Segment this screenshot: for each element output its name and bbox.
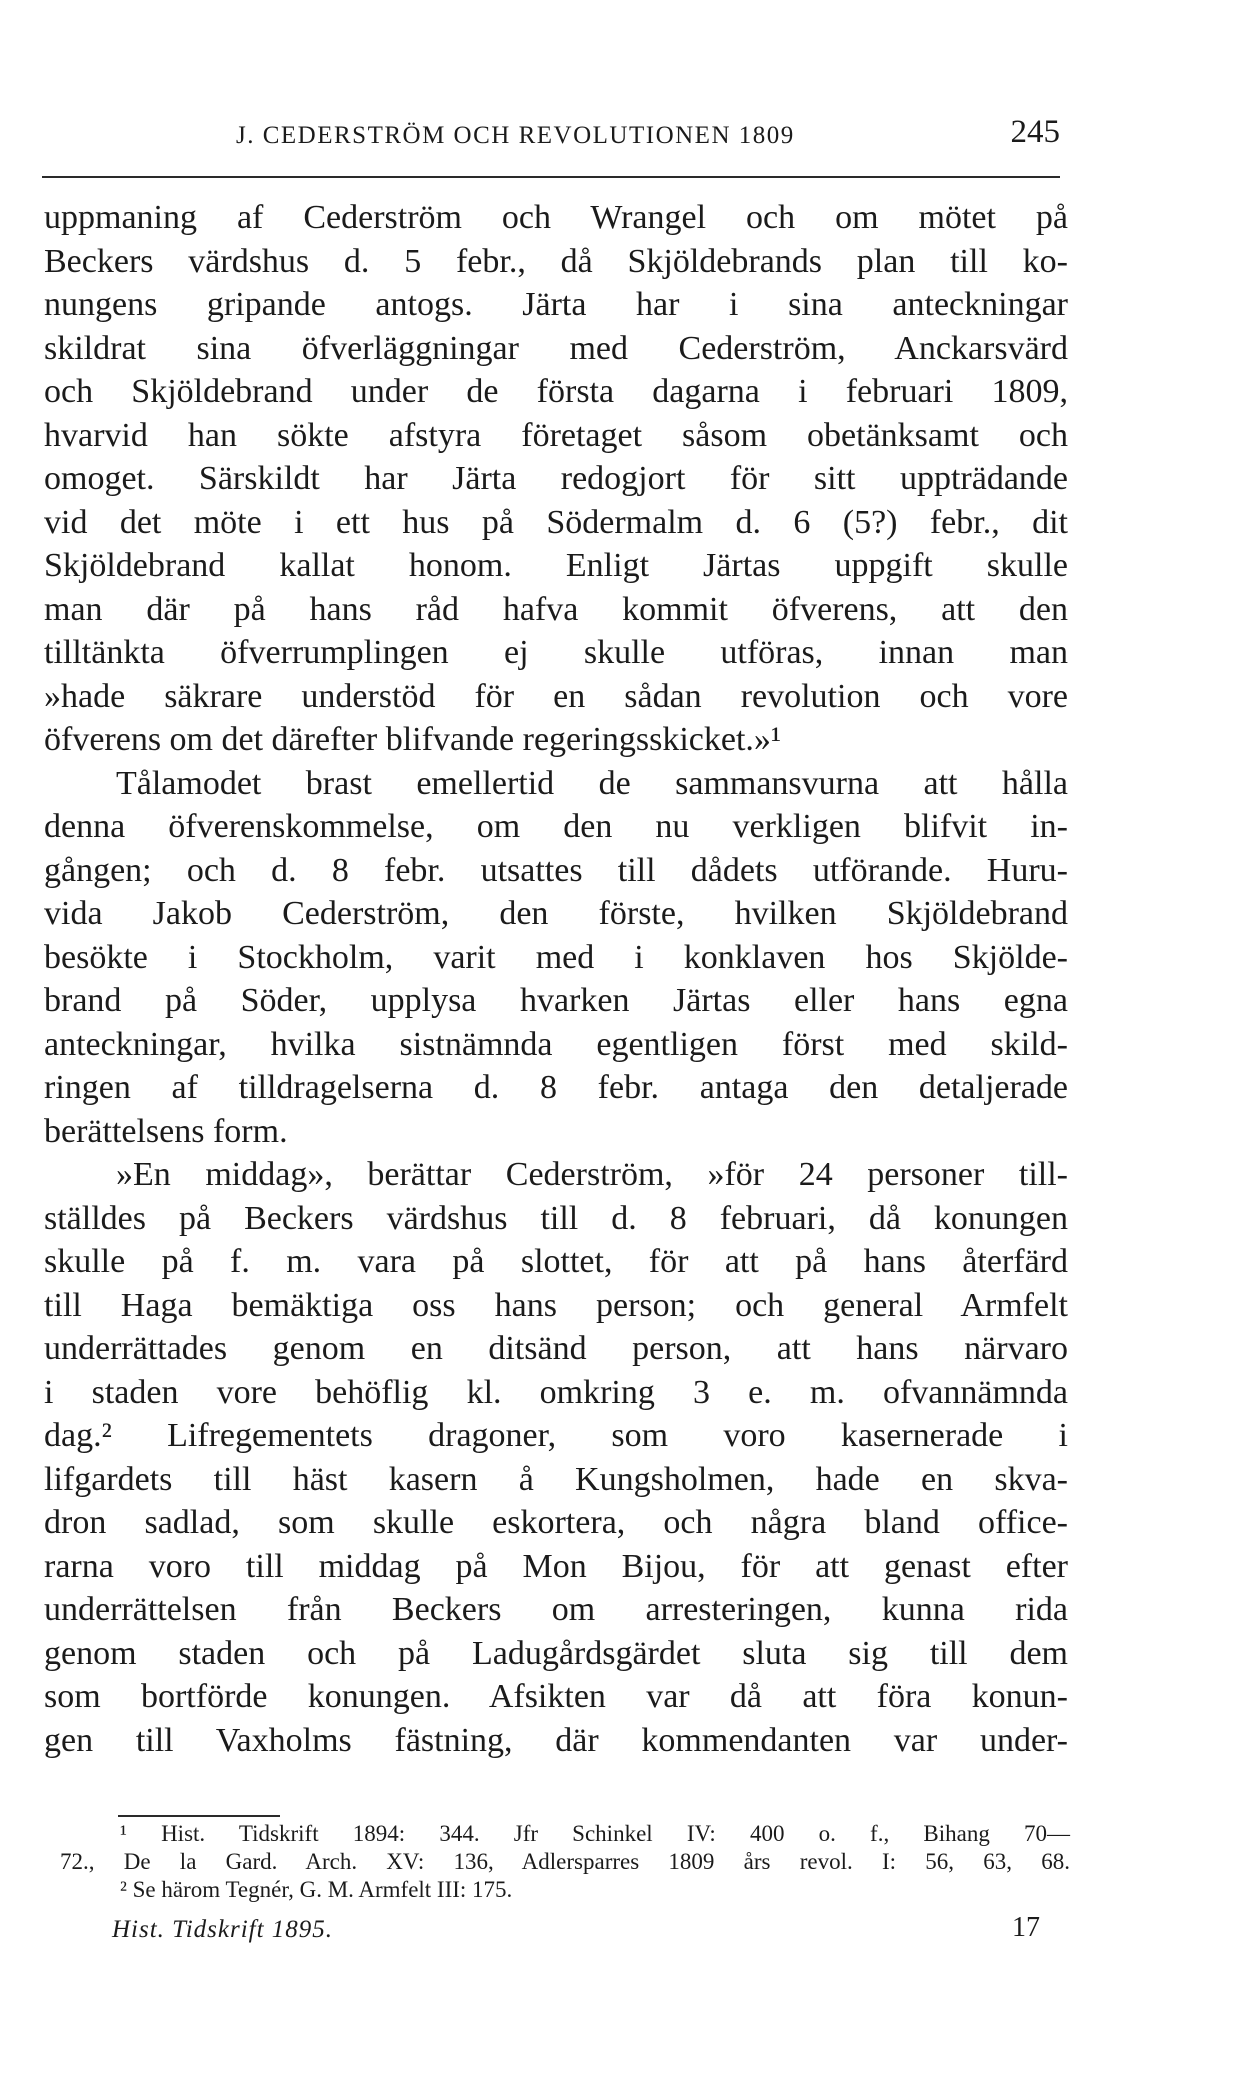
text-line: man där på hans råd hafva kommit öfverens, att den (44, 590, 1068, 628)
text-line: vida Jakob Cederström, den förste, hvilken Skjöldebrand (44, 895, 1068, 932)
text-line: gen till Vaxholms fästning, där kommendanten var under- (44, 1721, 1068, 1759)
text-line: ringen af tilldragelserna d. 8 febr. antaga den detaljerade (44, 1069, 1068, 1106)
sheet-number: 17 (1012, 1912, 1040, 1943)
text-line: rarna voro till middag på Mon Bijou, för att genast efter (44, 1547, 1068, 1585)
text-line: vid det möte i ett hus på Södermalm d. 6 (5?) febr., dit (44, 503, 1068, 541)
footnote-line: 72., De la Gard. Arch. XV: 136, Adlersparres 1809 års revol. I: 56, 63, 68. (60, 1849, 1070, 1874)
footnote-rule (118, 1815, 280, 1817)
text-line: denna öfverenskommelse, om den nu verkligen blifvit in- (44, 808, 1068, 845)
text-line: Tålamodet brast emellertid de sammansvurna att hålla (116, 764, 1068, 802)
text-line: ställdes på Beckers värdshus till d. 8 februari, då konungen (44, 1199, 1068, 1237)
text-line: tilltänkta öfverrumplingen ej skulle utföras, innan man (44, 634, 1068, 671)
text-line: besökte i Stockholm, varit med i konklaven hos Skjölde- (44, 938, 1068, 976)
running-head (42, 114, 1060, 158)
footnote-line: ² Se härom Tegnér, G. M. Armfelt III: 175. (120, 1877, 513, 1902)
text-line: brand på Söder, upplysa hvarken Järtas eller hans egna (44, 982, 1068, 1019)
footnote-line: ¹ Hist. Tidskrift 1894: 344. Jfr Schinkel IV: 400 o. f., Bihang 70— (120, 1821, 1070, 1846)
page-number: 245 (1010, 114, 1060, 150)
text-line: uppmaning af Cederström och Wrangel och om mötet på (44, 199, 1068, 236)
text-line: dag.² Lifregementets dragoner, som voro kasernerade i (44, 1417, 1068, 1454)
text-line: underrättelsen från Beckers om arresteringen, kunna rida (44, 1591, 1068, 1628)
text-line: Skjöldebrand kallat honom. Enligt Järtas uppgift skulle (44, 547, 1068, 584)
header-rule (42, 176, 1060, 178)
journal-signature: Hist. Tidskrift 1895. (112, 1916, 334, 1943)
text-line: gången; och d. 8 febr. utsattes till dådets utförande. Huru- (44, 851, 1068, 889)
text-line: genom staden och på Ladugårdsgärdet sluta sig till dem (44, 1634, 1068, 1672)
text-line: som bortförde konungen. Afsikten var då att föra konun- (44, 1678, 1068, 1715)
text-line: skildrat sina öfverläggningar med Cederström, Anckarsvärd (44, 329, 1068, 367)
text-line: »hade säkrare understöd för en sådan revolution och vore (44, 677, 1068, 715)
footnotes (60, 1820, 1070, 1904)
text-line: hvarvid han sökte afstyra företaget såsom obetänksamt och (44, 416, 1068, 454)
text-line: till Haga bemäktiga oss hans person; och general Armfelt (44, 1286, 1068, 1324)
body-text (44, 196, 1068, 1762)
text-line: dron sadlad, som skulle eskortera, och några bland office- (44, 1504, 1068, 1541)
text-line: omoget. Särskildt har Järta redogjort för sitt uppträdande (44, 460, 1068, 497)
text-line: skulle på f. m. vara på slottet, för att på hans återfärd (44, 1243, 1068, 1280)
running-title: J. CEDERSTRÖM OCH REVOLUTIONEN 1809 (236, 122, 795, 149)
text-line: berättelsens form. (44, 1112, 288, 1150)
text-line: »En middag», berättar Cederström, »för 24 personer till- (116, 1156, 1068, 1193)
text-line: lifgardets till häst kasern å Kungsholmen, hade en skva- (44, 1460, 1068, 1498)
text-line: anteckningar, hvilka sistnämnda egentligen först med skild- (44, 1025, 1068, 1063)
text-line: Beckers värdshus d. 5 febr., då Skjöldebrands plan till ko- (44, 242, 1068, 280)
text-line: i staden vore behöflig kl. omkring 3 e. m. ofvannämnda (44, 1373, 1068, 1411)
text-line: öfverens om det därefter blifvande regeringsskicket.»¹ (44, 721, 782, 758)
text-line: underrättades genom en ditsänd person, att hans närvaro (44, 1330, 1068, 1367)
signature-line (76, 1912, 1040, 1952)
text-line: nungens gripande antogs. Järta har i sina anteckningar (44, 286, 1068, 323)
text-line: och Skjöldebrand under de första dagarna i februari 1809, (44, 373, 1068, 410)
